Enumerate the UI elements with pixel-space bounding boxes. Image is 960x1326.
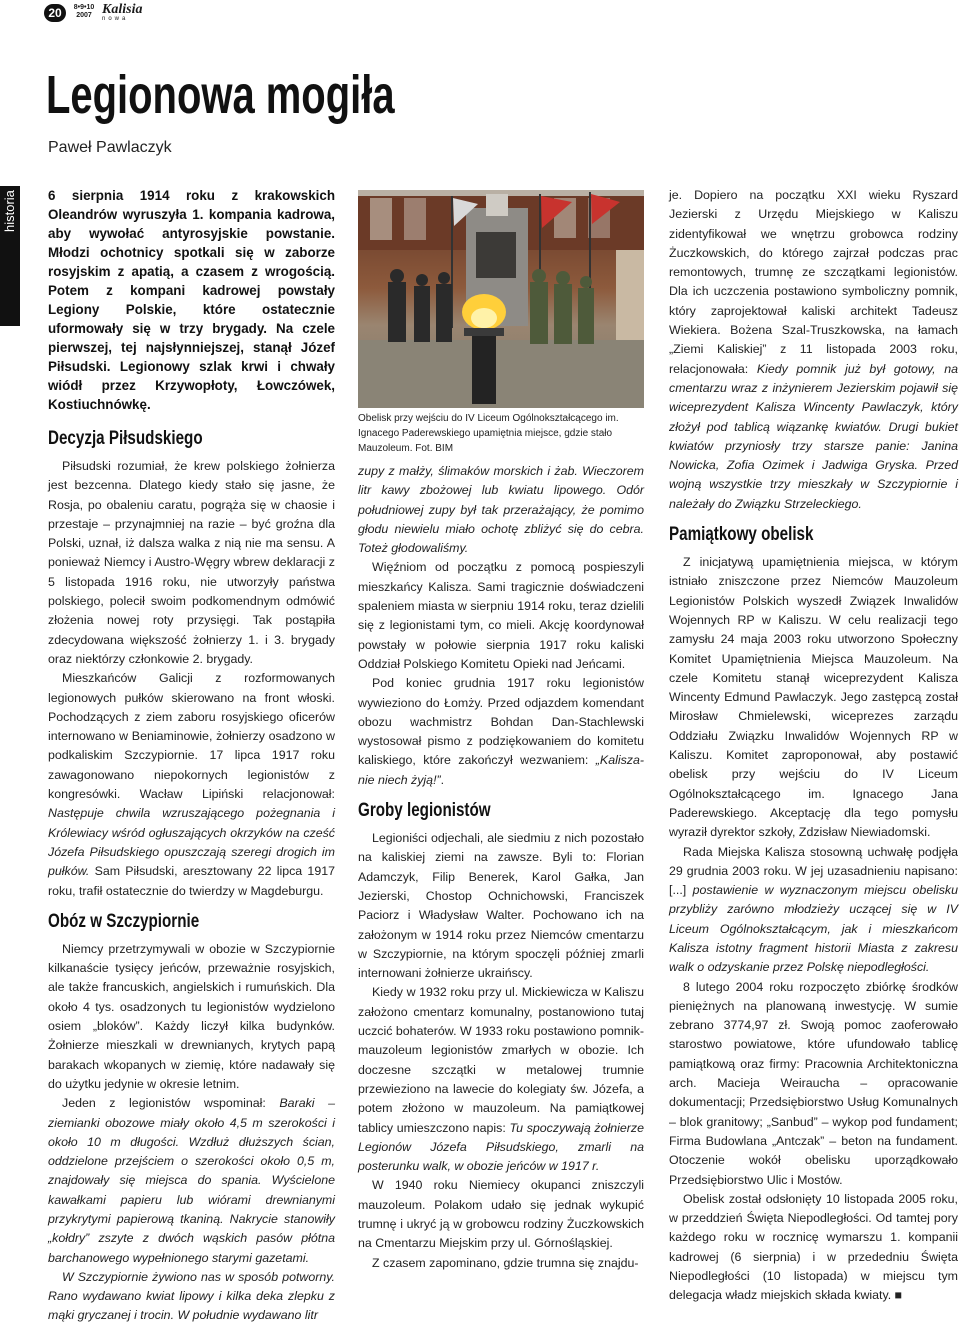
- issue-year: 2007: [76, 12, 92, 19]
- quote: Tu spoczywają żołnierze Legionów Józefa Piłsudskiego, zmarli na posterunku walk, w obozie jeńców w 1917 r.: [358, 1120, 645, 1174]
- article-author: Paweł Pawlaczyk: [48, 139, 172, 156]
- paragraph: Z inicjatywą upamiętnienia miejsca, w którym istniało zniszczone przez Niemców Mauzoleum Legionistów Polskich wyszedł Związek Inwalidów Wojennych RP w Kaliszu. W celu realizacji tego zamysłu 24 maja 2003 roku utworzono Społeczny Komitet Upamiętnienia Miejsca Mauzoleum. Na czele Komitetu stanął wiceprezydent Kalisza Wincenty Edmund Pawlaczyk. Jego zastępcą został Mirosław Chmielewski, wiceprezes zarządu Oddziału Związku Inwalidów Wojennych RP w Kaliszu. Komitet zaproponował, aby postawić obelisk przy wejściu do IV Liceum Ogólnokształcącego im. Ignacego Jana Paderewskiego. Akceptację dla tego pomysłu wyraził dyrektor szkoły, Zdzisław Niewiadomski.: [669, 555, 958, 840]
- paragraph: Obelisk został odsłonięty 10 listopada 2005 roku, w przeddzień Święta Niepodległości. Od tamtej pory każdego roku w rocznicę wymarszu 1. kompanii kadrowej (6 sierpnia) i w przededniu Święta Niepodległości (10 listopada) w miejscu tym delegacja władz miejskich składa kwiaty. ■: [669, 1191, 958, 1303]
- quote: zupy z małży, ślimaków morskich i żab. Wieczorem litr kawy zbożowej lub kwiatu lipowego. Odór południowej zupy był tak przerażający, że pomimo głodu niewielu miało ochotę zbliżyć się do cebra. Toteż głodowaliśmy.: [358, 464, 644, 556]
- quote: „Kalisza-nie niech żyją!”: [358, 753, 644, 787]
- quote: Następuje chwila wzruszającego pożegnania i Królewiacy wśród ogłuszających okrzyków na cześć Józefa Piłsudskiego opuszczają szeregi drogich im pułków.: [48, 806, 335, 879]
- photo-caption: Obelisk przy wejściu do IV Liceum Ogólnokształcącego im. Ignacego Paderewskiego upamiętnia miejsce, gdzie stało Mauzoleum. Fot. BIM: [358, 413, 619, 454]
- paragraph: Mieszkańców Galicji z rozformowanych legionowych pułków skierowano na front włoski. Pochodzących z ziem zaboru rosyjskiego oficerów internowano w Beniaminowie, żołnierzy osadzono w podkaliskim Szczypiornie. 17 lipca 1917 roku zawagonowano niepokornych legionistów z kongresówki. Wacław Lipiński relacjonował: Następuje chwila wzruszającego pożegnania i Królewiacy wśród ogłuszających okrzyków na cześć Józefa Piłsudskiego opuszczają szeregi drogich im pułków. Sam Piłsudski, aresztowany 22 lipca 1917 roku, trafił ostatecznie do twierdzy w Magdeburgu.: [48, 671, 335, 898]
- paragraph: Kiedy w 1932 roku przy ul. Mickiewicza w Kaliszu założono cmentarz komunalny, postanowiono tutaj uczcić bohaterów. W 1933 roku postawiono pomnik-mauzoleum legionistów zmarłych w obozie. Ich doczesne szczątki w metalowej trumnie przewieziono na lawecie do kolegiaty św. Józefa, a potem złożono w mauzoleum. Na pamiątkowej tablicy umieszczono napis: Tu spoczywają żołnierze Legionów Józefa Piłsudskiego, zmarli na posterunku walk, w obozie jeńców w 1917 r.: [358, 985, 645, 1174]
- text-column-1: [48, 186, 335, 1323]
- issue-days: 8•9•10: [73, 4, 95, 11]
- heading-obelisk: Pamiątkowy obelisk: [669, 524, 814, 546]
- paragraph: 8 lutego 2004 roku rozpoczęto zbiórkę środków pieniężnych na planowaną inwestycję. W sumie zebrano 3774,97 zł. Swoją pomoc zaoferowało starostwo powiatowe, które ufundowało tablicę pamiątkową oraz firmy: Pracownia Architektoniczna arch. Macieja Weiraucha – opracowanie dokumentacji; Przedsiębiorstwo Usług Komunalnych – blok granitowy; „Sanbud” – wykop pod fundament; Firma Budowlana „Antczak” – beton na fundament. Otoczenie wokół obelisku uporządkowało Przedsiębiorstwo Ulic i Mostów.: [669, 979, 958, 1187]
- heading-oboz: Obóz w Szczypiornie: [48, 910, 200, 932]
- quote: W Szczypiornie żywiono nas w sposób potworny. Rano wydawano kwiat lipowy i kilka deka zlepku z mąki gryczanej i trocin. W południe wydawano litr: [48, 1269, 335, 1323]
- magazine-logo-subtitle: nowa: [102, 16, 129, 22]
- quote: Kiedy pomnik już był gotowy, na cmentarzu wraz z inżynierem Jezierskim pojawił się wiceprezydent Kalisza Wincenty Pawlaczyk, który złożył pod tablicą wiązankę kwiatów. Drugi bukiet kwiatów przyniosły trzy starsze panie: Janina Nowicka, Zofia Ozimek i Jadwiga Gryska. Przed wojną wszystkie trzy mieszkały w Szczypiornie i należały do Związku Strzeleckiego.: [669, 361, 958, 511]
- heading-decyzja: Decyzja Piłsudskiego: [48, 428, 203, 449]
- photo-illustration: [358, 190, 644, 408]
- photo-obelisk: [358, 190, 644, 408]
- article-lead: 6 sierpnia 1914 roku z krakowskich Oleandrów wyruszyła 1. kompania kadrowa, aby wywołać antyrosyjskie powstanie. Młodzi ochotnicy spotkali się w zaborze rosyjskim z apatią, a czasem z wrogością. Potem z kompani kadrowej powstały Legiony Polskie, które ostatecznie uformowały się w trzy brygady. Na czele pierwszej, tej najsłynniejszej, stanął Józef Piłsudski. Legionowy szlak krwi i chwały wiódł przez Krzywopłoty, Łowczówek, Kostiuchnówkę.: [48, 188, 335, 412]
- paragraph: je. Dopiero na początku XXI wieku Ryszard Jezierski z Urzędu Miejskiego w Kaliszu zidentyfikował we wnętrzu grobowca rodziny Żuczkowskich, do którego zajrzał podczas prac remontowych, trumnę ze szczątkami legionistów. Dla ich uczczenia postawiono symboliczny pomnik, który zaprojektował kaliski architekt Tadeusz Wiekiera. Bożena Szal-Truszkowska, na łamach „Ziemi Kaliskiej” z 11 listopada 2003 roku, relacjonowała: Kiedy pomnik już był gotowy, na cmentarzu wraz z inżynierem Jezierskim pojawił się wiceprezydent Kalisza Wincenty Pawlaczyk, który złożył pod tablicą wiązankę kwiatów. Drugi bukiet kwiatów przyniosły trzy starsze panie: Janina Nowicka, Zofia Ozimek i Jadwiga Gryska. Przed wojną wszystkie trzy mieszkały w Szczypiornie i należały do Związku Strzeleckiego.: [669, 188, 958, 511]
- paragraph: Legioniści odjechali, ale siedmiu z nich pozostało na kaliskiej ziemi na zawsze. Byli to: Florian Adamczyk, Filip Benerek, Karol Gałka, Jan Jezierski, Chostop Ochnichowski, Franciszek Paciorz i Władysław Walter. Pochowano ich na założonym w 1914 roku przez Niemców cmentarzu w Szczypiornie, na którym spoczęli później zmarli internowani żołnierze ukraińscy.: [358, 831, 644, 981]
- paragraph: Z czasem zapominano, gdzie trumna się znajdu-: [372, 1255, 639, 1270]
- quote: Baraki – ziemianki obozowe miały około 4,5 m szerokości i około 10 m długości. Wzdłuż dłuższych ścian, oddzielone przejściem o szerokości około 0,5 m, znajdowały się miejsca do spania. Wyścielone kawałkami papieru lub wiórami drewnianymi przykrytymi papierową tkaniną. Nakrycie stanowiły „kołdry” zszyte z dwóch wąskich pasów płótna barchanowego wypełnionego starymi gazetami.: [48, 1096, 335, 1265]
- article-title: Legionowa mogiła: [46, 65, 395, 125]
- magazine-logo: Kalisia: [102, 2, 143, 17]
- paragraph: Rada Miejska Kalisza stosowną uchwałę podjęła 29 grudnia 2003 roku. W jej uzasadnieniu napisano: [...] postawienie w wyznaczonym miejscu obelisku przybliży zarówno młodzieży uczącej się w IV Liceum Ogólnokształcącym, jak i mieszkańcom Kalisza istotny fragment historii Miasta z zakresu walk o odzyskanie przez Polskę niepodległości.: [669, 844, 958, 975]
- text-column-2: [358, 462, 644, 1292]
- paragraph: Pod koniec grudnia 1917 roku legionistów wywieziono do Łomży. Przed odjazdem komendant obozu wachmistrz Bohdan Dan-Stachlewski wystosował pismo z podziękowaniem do komitetu kaliskiego, które zakończył wezwaniem: „Kalisza-nie niech żyją!”.: [358, 676, 644, 787]
- page-number: 20: [44, 4, 66, 22]
- paragraph: [48, 1268, 335, 1326]
- paragraph: W 1940 roku Niemiecy okupanci zniszczyli mauzoleum. Polakom udało się jednak wykupić trumnę i ukryć ją w grobowcu rodziny Żuczkowskich na Cmentarzu Miejskim przy ul. Górnośląskiej.: [358, 1178, 644, 1251]
- text-column-3: [669, 186, 958, 1303]
- paragraph: Więźniom od początku z pomocą pospieszyli mieszkańcy Kalisza. Sami tragicznie doświadczeni spaleniem miasta w sierpniu 1914 roku, teraz dzielili się z legionistami tym, co mieli. Akcję koordynował powstały w połowie sierpnia 1917 roku kaliski Oddział Polskiego Komitetu Opieki nad Jeńcami.: [358, 560, 644, 671]
- heading-groby: Groby legionistów: [358, 800, 491, 822]
- paragraph: Piłsudski rozumiał, że krew polskiego żołnierza jest bezcenna. Dlatego kiedy stało się jasne, że Rosja, po obaleniu caratu, pogrąża się w chaosie i przestaje – przynajmniej na razie – być groźna dla Polski, uznał, iż dalsza walka z nią nie ma sensu. A ponieważ Niemcy i Austro-Węgry wbrew deklaracji z 5 listopada 1916 roku, nie utworzyły państwa polskiego, polecił swoim podkomendnym odmówić złożenia nowej roty przysięgi. Tak postąpiła zdecydowana większość żołnierzy 1. i 3. brygady oraz niektórzy członkowie 2. brygady.: [48, 459, 335, 666]
- section-tab: [0, 186, 20, 326]
- quote: postawienie w wyznaczonym miejscu obelisku przybliży zarówno młodzieży uczącej się w IV Liceum Ogólnokształcącym, jak i mieszkańcom Kalisza istotny fragment historii Miasta z zakresu walk o odzyskanie przez Polskę niepodległości.: [669, 883, 958, 975]
- section-label: historia: [2, 190, 17, 232]
- paragraph: Niemcy przetrzymywali w obozie w Szczypiornie kilkanaście tysięcy jeńców, przeważnie rosyjskich, ale także francuskich, angielskich i rumuńskich. Dla około 4 tys. osadzonych tu legionistów wydzielono osiem „bloków”. Każdy liczył kilka budynków. Żołnierze mieszkali w drewnianych, krytych papą barakach wkopanych w ziemię, które nadawały się do użytku jedynie w okresie letnim.: [48, 941, 335, 1091]
- issue-date: [70, 4, 98, 20]
- paragraph: Jeden z legionistów wspominał: Baraki – ziemianki obozowe miały około 4,5 m szerokości i około 10 m długości. Wzdłuż dłuższych ścian, oddzielone przejściem o szerokości około 0,5 m, znajdowały się miejsca do spania. Wyścielone kawałkami papieru lub wiórami drewnianymi przykrytymi papierową tkaniną. Nakrycie stanowiły „kołdry” zszyte z dwóch wąskich pasów płótna barchanowego wypełnionego starymi gazetami.: [48, 1096, 335, 1265]
- paragraph: [358, 462, 644, 558]
